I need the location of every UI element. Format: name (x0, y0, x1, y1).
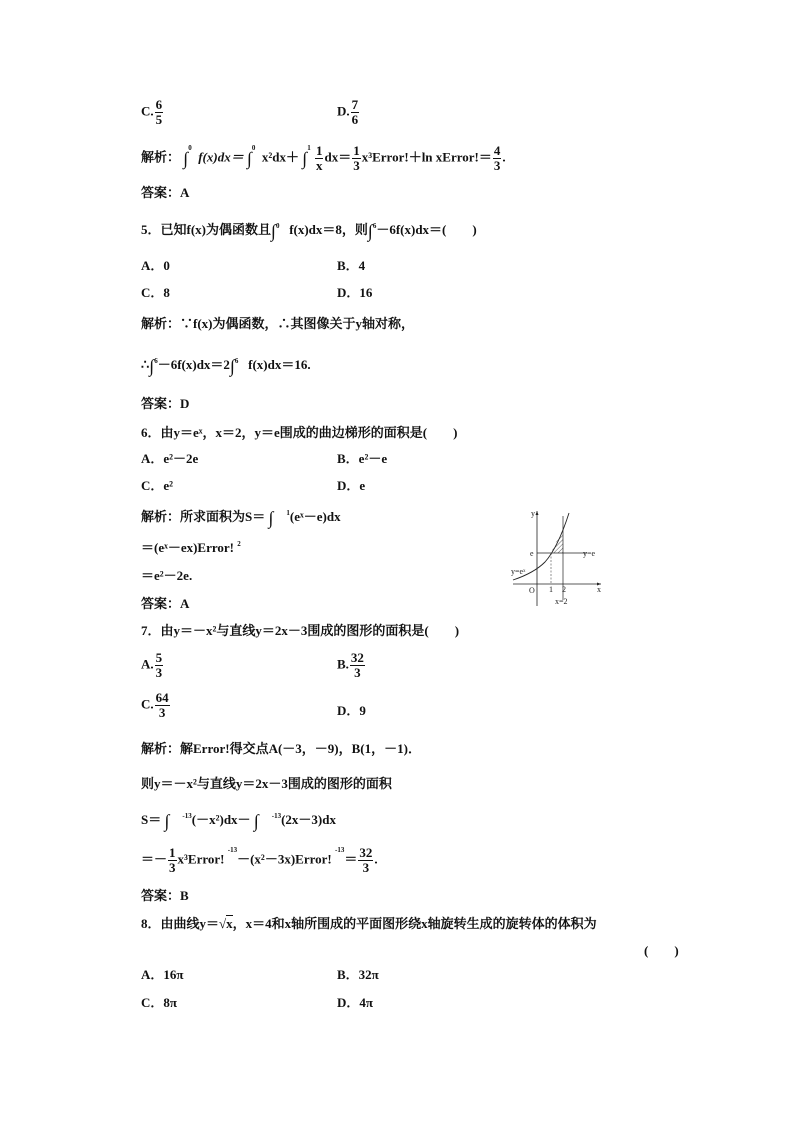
q5-answer: 答案：D (141, 396, 190, 411)
q5-option-b: B．4 (337, 258, 366, 273)
graph-line-label: y=e (583, 549, 596, 558)
q6-answer: 答案：A (141, 596, 190, 611)
graph-x-label: x (597, 585, 601, 594)
integral-sign-icon: ∫ (149, 356, 155, 377)
graph-vline-label: x=2 (555, 597, 568, 606)
graph-e-label: e (530, 549, 534, 558)
q6-option-a: A．e²－2e (141, 451, 199, 466)
q5-stem: 5．已知f(x)为偶函数且∫$^0$ f(x)dx＝8，则∫$^6$－6f(x)dx＝( ) (141, 221, 477, 242)
fraction: $\frac{1}{3}$ (353, 143, 360, 173)
graph-tick-1: 1 (549, 585, 553, 594)
q6-graph (505, 508, 605, 608)
q7-option-c: C. $\frac{64}{3}$ (141, 690, 169, 720)
q6-option-d: D．e (337, 478, 366, 493)
q8-option-c: C．8π (141, 995, 178, 1010)
graph-origin-label: O (529, 586, 535, 595)
fraction: $\frac{5}{3}$ (155, 650, 163, 680)
q8-option-a: A．16π (141, 967, 184, 982)
q5-option-a: A．0 (141, 258, 170, 273)
q8-stem: 8．由曲线y＝√x，x＝4和x轴所围成的平面图形绕x轴旋转生成的旋转体的体积为 (141, 916, 597, 931)
q6-option-b: B．e²－e (337, 451, 388, 466)
q6-analysis-line3: ＝e²－2e. (141, 568, 193, 583)
q4-option-d: D. $\frac{7}{6}$ (337, 97, 359, 127)
q7-analysis-line3: S＝ ∫ $^{-13}$(－x²)dx－ ∫ $^{-13}$(2x－3)dx (141, 811, 336, 832)
fraction: $\frac{32}{3}$ (350, 650, 364, 680)
q7-option-a: A. $\frac{5}{3}$ (141, 650, 163, 680)
q8-answer-blank: ( ) (644, 943, 679, 958)
integral-sign-icon: ∫ (229, 356, 235, 377)
q7-analysis-line1: 解析：解Error!得交点A(－3，－9)，B(1，－1)． (141, 741, 421, 756)
fraction: $\frac{1}{x}$ (315, 143, 323, 173)
q8-option-b: B．32π (337, 967, 379, 982)
q7-option-d: D．9 (337, 703, 366, 718)
q5-analysis-line2: ∴∫$^6$－6f(x)dx＝2∫$^6$ f(x)dx＝16. (141, 356, 311, 377)
integral-sign-icon: ∫ (164, 811, 170, 832)
graph-tick-2: 2 (562, 585, 566, 594)
integral-sign-icon: ∫ (271, 221, 276, 242)
q8-option-d: D．4π (337, 995, 374, 1010)
q7-answer: 答案：B (141, 888, 189, 903)
integral-sign-icon: ∫ (367, 221, 373, 242)
graph-y-label: y (531, 509, 535, 518)
q7-stem: 7．由y＝－x²与直线y＝2x－3围成的图形的面积是( ) (141, 623, 460, 638)
fraction: $\frac{64}{3}$ (155, 690, 169, 720)
graph-curve-label: y=eˣ (511, 567, 526, 576)
q6-analysis-line2: ＝(eˣ－ex)Error! $^2$ (141, 540, 241, 555)
q6-analysis-line1: 解析：所求面积为S＝ ∫ $^1$(eˣ－e)dx (141, 508, 341, 529)
q4-answer: 答案：A (141, 185, 190, 200)
q4-option-c: C. $\frac{6}{5}$ (141, 97, 163, 127)
q5-option-d: D．16 (337, 285, 373, 300)
integral-sign-icon: ∫ (253, 811, 259, 832)
integral-sign-icon: ∫ (183, 148, 189, 169)
integral-sign-icon: ∫ (302, 148, 308, 169)
sqrt-icon: √ (219, 916, 227, 931)
q4-option-c-fraction: $\frac{6}{5}$ (155, 97, 163, 127)
q5-option-c: C．8 (141, 285, 170, 300)
q7-option-b: B. $\frac{32}{3}$ (337, 650, 364, 680)
q6-option-c: C．e² (141, 478, 174, 493)
y-axis-arrow-icon (536, 511, 539, 515)
fraction: $\frac{32}{3}$ (359, 845, 373, 875)
q6-stem: 6．由y＝eˣ，x＝2，y＝e围成的曲边梯形的面积是( ) (141, 425, 458, 440)
q7-analysis-line4: ＝－ $\frac{1}{3}$ x³Error! $^{-13}$－(x²－3x)Error! $^{-13}$＝ $\frac{32}{3}$ . (141, 845, 378, 875)
q4-analysis: 解析： ∫$^0$ f(x)dx＝ ∫$^0$ x²dx＋ ∫$^1$ $\frac{1}{x}$ dx＝ $\frac{1}{3}$ x³Error!＋ln xError!＝ $\frac{4}{3}$ . (141, 143, 506, 173)
q5-analysis-line1: 解析：∵f(x)为偶函数，∴其图像关于y轴对称， (141, 316, 414, 331)
q4-option-d-fraction: $\frac{7}{6}$ (351, 97, 359, 127)
integral-sign-icon: ∫ (246, 148, 252, 169)
fraction: $\frac{1}{3}$ (169, 845, 176, 875)
q7-analysis-line2: 则y＝－x²与直线y＝2x－3围成的图形的面积 (141, 776, 392, 791)
integral-sign-icon: ∫ (268, 508, 274, 529)
fraction: $\frac{4}{3}$ (493, 143, 501, 173)
